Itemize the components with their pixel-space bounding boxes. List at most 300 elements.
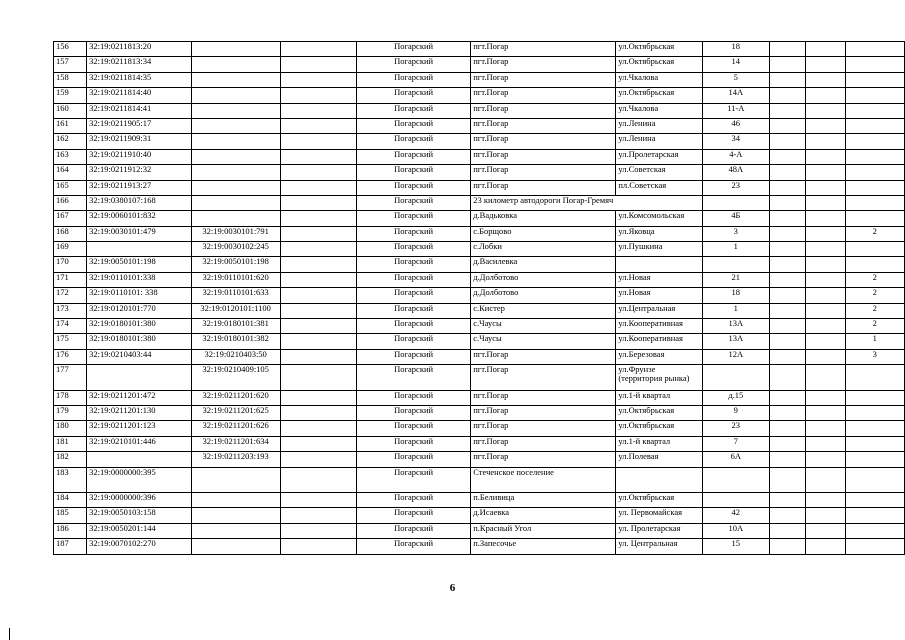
cell-cad: [87, 365, 191, 390]
cell-cad: 32:19:0211905:17: [87, 118, 191, 133]
cell-c4: [280, 103, 356, 118]
cell-cad: [87, 242, 191, 257]
cell-c9: [770, 303, 806, 318]
cell-c10: [806, 211, 845, 226]
cell-c9: [770, 180, 806, 195]
cell-n: 158: [54, 72, 87, 87]
cell-street: [616, 257, 702, 272]
cell-c9: [770, 242, 806, 257]
cell-c9: [770, 103, 806, 118]
cell-c9: [770, 421, 806, 436]
cell-house: 9: [702, 405, 770, 420]
cell-c4: [280, 211, 356, 226]
cell-cad2: 32:19:0211201:625: [191, 405, 280, 420]
cell-district: Погарский: [356, 72, 470, 87]
cell-n: 178: [54, 390, 87, 405]
cell-cad2: 32:19:0211201:626: [191, 421, 280, 436]
cell-cad: 32:19:0180101:380: [87, 319, 191, 334]
cell-settlement: пгт.Погар: [471, 365, 616, 390]
cell-settlement: пгт.Погар: [471, 72, 616, 87]
cell-c10: [806, 539, 845, 554]
cell-n: 180: [54, 421, 87, 436]
cell-cad: 32:19:0210403:44: [87, 349, 191, 364]
cell-street: ул.Фрунзе (территория рынка): [616, 365, 702, 390]
cell-district: Погарский: [356, 103, 470, 118]
cell-cad: 32:19:0211909:31: [87, 134, 191, 149]
cell-street: ул. Первомайская: [616, 508, 702, 523]
cell-cad: 32:19:0000000:396: [87, 492, 191, 507]
cell-street: ул.Чкалова: [616, 72, 702, 87]
cell-n: 164: [54, 165, 87, 180]
cell-cad2: [191, 134, 280, 149]
cell-c4: [280, 226, 356, 241]
cell-c9: [770, 390, 806, 405]
cell-c10: [806, 149, 845, 164]
cell-cad: 32:19:0211913:27: [87, 180, 191, 195]
cell-cad2: [191, 88, 280, 103]
cell-house: 13А: [702, 334, 770, 349]
table-row: [54, 195, 905, 210]
cell-n: 172: [54, 288, 87, 303]
cell-c11: 2: [845, 319, 904, 334]
cell-c9: [770, 88, 806, 103]
table-row: [54, 365, 905, 390]
cell-settlement: пгт.Погар: [471, 390, 616, 405]
cell-c11: [845, 165, 904, 180]
table-body: [54, 42, 905, 555]
cell-cad: [87, 452, 191, 467]
cell-cad2: 32:19:0211203:193: [191, 452, 280, 467]
cell-cad2: [191, 103, 280, 118]
cell-c11: [845, 436, 904, 451]
cell-street: ул.Октябрьская: [616, 492, 702, 507]
cell-n: 184: [54, 492, 87, 507]
cell-cad2: 32:19:0211201:620: [191, 390, 280, 405]
cell-settlement: пгт.Погар: [471, 405, 616, 420]
table-row: [54, 72, 905, 87]
cell-c11: [845, 118, 904, 133]
cell-district: Погарский: [356, 452, 470, 467]
cell-district: Погарский: [356, 334, 470, 349]
cell-settlement: пгт.Погар: [471, 103, 616, 118]
cell-n: 156: [54, 42, 87, 57]
cell-c4: [280, 421, 356, 436]
cell-street: ул.Березовая: [616, 349, 702, 364]
cell-c11: [845, 134, 904, 149]
cell-cad2: [191, 492, 280, 507]
cell-n: 179: [54, 405, 87, 420]
cell-n: 174: [54, 319, 87, 334]
cell-cad2: [191, 165, 280, 180]
cell-n: 171: [54, 272, 87, 287]
cell-cad2: 32:19:0120101:1100: [191, 303, 280, 318]
table-row: [54, 180, 905, 195]
cell-c4: [280, 523, 356, 538]
cell-district: Погарский: [356, 288, 470, 303]
cell-c4: [280, 539, 356, 554]
cell-settlement: с.Борщово: [471, 226, 616, 241]
cell-c9: [770, 211, 806, 226]
cell-district: Погарский: [356, 539, 470, 554]
cell-c10: [806, 195, 845, 210]
cell-house: 18: [702, 42, 770, 57]
cell-house: [702, 257, 770, 272]
cell-c11: 2: [845, 226, 904, 241]
cell-district: Погарский: [356, 195, 470, 210]
cell-cad: 32:19:0211814:40: [87, 88, 191, 103]
cell-c10: [806, 421, 845, 436]
cell-cad: 32:19:0110101:338: [87, 272, 191, 287]
cell-n: 167: [54, 211, 87, 226]
cell-c4: [280, 452, 356, 467]
cell-c10: [806, 452, 845, 467]
cell-cad: 32:19:0211814:35: [87, 72, 191, 87]
cell-street: ул.Октябрьская: [616, 42, 702, 57]
cell-settlement: п.Запесочье: [471, 539, 616, 554]
cell-street: ул.Октябрьская: [616, 88, 702, 103]
cell-c9: [770, 42, 806, 57]
cell-district: Погарский: [356, 134, 470, 149]
cell-c4: [280, 365, 356, 390]
cell-house: д.15: [702, 390, 770, 405]
cell-house: 1: [702, 303, 770, 318]
cell-house: 46: [702, 118, 770, 133]
cell-settlement: д.Исаевка: [471, 508, 616, 523]
cell-c10: [806, 118, 845, 133]
cell-n: 161: [54, 118, 87, 133]
cell-c11: [845, 492, 904, 507]
cell-n: 163: [54, 149, 87, 164]
cell-cad2: 32:19:0210403:50: [191, 349, 280, 364]
cell-settlement: д.Долботово: [471, 272, 616, 287]
cell-street: ул.Центральная: [616, 303, 702, 318]
cell-c9: [770, 288, 806, 303]
cell-cad2: 32:19:0110101:620: [191, 272, 280, 287]
cell-settlement: пгт.Погар: [471, 349, 616, 364]
cell-n: 186: [54, 523, 87, 538]
cell-cad: 32:19:0060101:832: [87, 211, 191, 226]
cell-district: Погарский: [356, 88, 470, 103]
cell-street: ул.1-й квартал: [616, 390, 702, 405]
table-row: [54, 319, 905, 334]
table-row: [54, 421, 905, 436]
cell-settlement: п.Красный Угол: [471, 523, 616, 538]
cell-house: 14: [702, 57, 770, 72]
cell-district: Погарский: [356, 390, 470, 405]
cell-house: [702, 195, 770, 210]
cell-c10: [806, 72, 845, 87]
cell-cad2: [191, 42, 280, 57]
cell-street: ул.Советская: [616, 165, 702, 180]
cell-cad2: [191, 118, 280, 133]
cell-c10: [806, 103, 845, 118]
cell-c4: [280, 195, 356, 210]
cell-c9: [770, 319, 806, 334]
cell-c10: [806, 134, 845, 149]
cell-c11: 2: [845, 272, 904, 287]
cell-c9: [770, 508, 806, 523]
cell-c4: [280, 272, 356, 287]
cell-c11: [845, 467, 904, 492]
table-row: [54, 149, 905, 164]
cell-c11: [845, 523, 904, 538]
table-row: [54, 57, 905, 72]
cell-c10: [806, 288, 845, 303]
cell-district: Погарский: [356, 436, 470, 451]
cell-c9: [770, 405, 806, 420]
cell-c10: [806, 257, 845, 272]
table-row: [54, 492, 905, 507]
cell-house: 12А: [702, 349, 770, 364]
cell-district: Погарский: [356, 42, 470, 57]
cell-c11: [845, 257, 904, 272]
cell-street: [616, 467, 702, 492]
cell-house: 18: [702, 288, 770, 303]
cell-settlement: 23 километр автодороги Погар-Гремяч: [471, 195, 616, 210]
cell-c10: [806, 319, 845, 334]
cell-house: [702, 492, 770, 507]
cell-c11: 3: [845, 349, 904, 364]
cell-c4: [280, 88, 356, 103]
cell-street: [616, 195, 702, 210]
cell-c4: [280, 149, 356, 164]
cell-n: 183: [54, 467, 87, 492]
cell-n: 182: [54, 452, 87, 467]
cell-house: 4Б: [702, 211, 770, 226]
cell-district: Погарский: [356, 242, 470, 257]
cell-cad: 32:19:0211813:20: [87, 42, 191, 57]
cell-c11: [845, 539, 904, 554]
cell-settlement: пгт.Погар: [471, 42, 616, 57]
cell-cad: 32:19:0110101: 338: [87, 288, 191, 303]
cell-street: ул.Кооперативная: [616, 319, 702, 334]
cell-c11: 2: [845, 288, 904, 303]
cell-c10: [806, 349, 845, 364]
cell-c10: [806, 492, 845, 507]
cell-c4: [280, 57, 356, 72]
cell-street: ул.1-й квартал: [616, 436, 702, 451]
table-row: [54, 452, 905, 467]
cell-cad2: 32:19:0110101:633: [191, 288, 280, 303]
cell-c4: [280, 72, 356, 87]
cell-cad2: 32:19:0211201:634: [191, 436, 280, 451]
cell-c9: [770, 149, 806, 164]
table-row: [54, 134, 905, 149]
cell-c10: [806, 523, 845, 538]
cell-settlement: пгт.Погар: [471, 134, 616, 149]
table-row: [54, 88, 905, 103]
cell-settlement: пгт.Погар: [471, 165, 616, 180]
cell-house: 23: [702, 421, 770, 436]
table-row: [54, 42, 905, 57]
cell-c4: [280, 405, 356, 420]
cell-cad: 32:19:0180101:380: [87, 334, 191, 349]
cell-house: 14А: [702, 88, 770, 103]
cell-c9: [770, 467, 806, 492]
cell-house: 23: [702, 180, 770, 195]
table-row: [54, 226, 905, 241]
cell-settlement: д.Вадьковка: [471, 211, 616, 226]
cell-c4: [280, 180, 356, 195]
cell-district: Погарский: [356, 365, 470, 390]
cell-c9: [770, 539, 806, 554]
cell-n: 159: [54, 88, 87, 103]
cell-street: ул.Чкалова: [616, 103, 702, 118]
cell-street: ул.Яковца: [616, 226, 702, 241]
cell-cad2: [191, 467, 280, 492]
table-row: [54, 349, 905, 364]
cell-house: 15: [702, 539, 770, 554]
cell-c11: 2: [845, 303, 904, 318]
cell-c9: [770, 72, 806, 87]
cell-c4: [280, 334, 356, 349]
cell-c4: [280, 319, 356, 334]
table-row: [54, 272, 905, 287]
cell-house: 21: [702, 272, 770, 287]
cell-street: ул. Пролетарская: [616, 523, 702, 538]
table-row: [54, 436, 905, 451]
cell-street: ул.Октябрьская: [616, 421, 702, 436]
table-row: [54, 103, 905, 118]
cell-c9: [770, 57, 806, 72]
cell-street: ул. Центральная: [616, 539, 702, 554]
cell-c4: [280, 467, 356, 492]
cell-district: Погарский: [356, 57, 470, 72]
cell-c9: [770, 272, 806, 287]
cell-cad: 32:19:0380107:168: [87, 195, 191, 210]
cell-c10: [806, 365, 845, 390]
cell-settlement: пгт.Погар: [471, 421, 616, 436]
cell-c10: [806, 226, 845, 241]
cell-settlement: д.Василевка: [471, 257, 616, 272]
cell-cad: 32:19:0211912:32: [87, 165, 191, 180]
cell-house: 6А: [702, 452, 770, 467]
cell-cad2: 32:19:0210409:105: [191, 365, 280, 390]
cell-c11: [845, 390, 904, 405]
cell-district: Погарский: [356, 211, 470, 226]
cell-street: ул.Октябрьская: [616, 57, 702, 72]
table-row: [54, 303, 905, 318]
cell-district: Погарский: [356, 180, 470, 195]
cell-settlement: п.Беливица: [471, 492, 616, 507]
cell-cad2: 32:19:0050101:198: [191, 257, 280, 272]
table-row: [54, 523, 905, 538]
table-row: [54, 211, 905, 226]
cell-c10: [806, 88, 845, 103]
cell-cad2: [191, 539, 280, 554]
cell-settlement: пгт.Погар: [471, 57, 616, 72]
cell-c10: [806, 405, 845, 420]
cell-cad2: [191, 72, 280, 87]
cell-cad2: [191, 149, 280, 164]
cell-street: ул.Пушкина: [616, 242, 702, 257]
table-row: [54, 539, 905, 554]
cell-district: Погарский: [356, 492, 470, 507]
cell-c10: [806, 303, 845, 318]
cell-c11: 1: [845, 334, 904, 349]
cell-house: [702, 365, 770, 390]
table-row: [54, 118, 905, 133]
cell-district: Погарский: [356, 508, 470, 523]
cell-n: 175: [54, 334, 87, 349]
cell-c4: [280, 508, 356, 523]
cell-c11: [845, 72, 904, 87]
cell-n: 169: [54, 242, 87, 257]
cell-cad: 32:19:0070102:270: [87, 539, 191, 554]
cell-cad: 32:19:0050103:158: [87, 508, 191, 523]
cell-c11: [845, 421, 904, 436]
cell-house: 42: [702, 508, 770, 523]
cell-c9: [770, 523, 806, 538]
cell-c9: [770, 334, 806, 349]
cell-district: Погарский: [356, 523, 470, 538]
cell-c11: [845, 452, 904, 467]
cell-cad: 32:19:0050201:144: [87, 523, 191, 538]
cell-cad: 32:19:0030101:479: [87, 226, 191, 241]
cell-n: 166: [54, 195, 87, 210]
cell-c4: [280, 390, 356, 405]
cell-c4: [280, 134, 356, 149]
cell-street: ул.Ленина: [616, 134, 702, 149]
cell-c11: [845, 211, 904, 226]
cell-cad: 32:19:0211201:123: [87, 421, 191, 436]
cell-cad: 32:19:0120101:770: [87, 303, 191, 318]
table-row: [54, 242, 905, 257]
cell-house: 5: [702, 72, 770, 87]
cell-c4: [280, 257, 356, 272]
cell-street: ул.Полевая: [616, 452, 702, 467]
cell-n: 165: [54, 180, 87, 195]
cell-settlement: пгт.Погар: [471, 88, 616, 103]
cell-c4: [280, 436, 356, 451]
table-row: [54, 405, 905, 420]
cell-c10: [806, 57, 845, 72]
cell-c9: [770, 492, 806, 507]
cell-street: ул.Кооперативная: [616, 334, 702, 349]
cell-district: Погарский: [356, 118, 470, 133]
table-row: [54, 467, 905, 492]
cell-c11: [845, 365, 904, 390]
cell-c11: [845, 103, 904, 118]
cell-cad: 32:19:0211813:34: [87, 57, 191, 72]
cell-n: 157: [54, 57, 87, 72]
cell-house: 10А: [702, 523, 770, 538]
cell-c4: [280, 242, 356, 257]
cell-c11: [845, 42, 904, 57]
cell-cad: 32:19:0050101:198: [87, 257, 191, 272]
cell-street: ул.Комсомольская: [616, 211, 702, 226]
cell-cad2: [191, 57, 280, 72]
cell-house: 7: [702, 436, 770, 451]
cell-n: 160: [54, 103, 87, 118]
cell-c4: [280, 165, 356, 180]
cell-street: ул.Новая: [616, 288, 702, 303]
cell-c4: [280, 492, 356, 507]
cell-c11: [845, 149, 904, 164]
cell-n: 187: [54, 539, 87, 554]
cell-c10: [806, 436, 845, 451]
cell-n: 181: [54, 436, 87, 451]
cell-street: ул.Ленина: [616, 118, 702, 133]
scan-edge-mark: [9, 628, 10, 640]
cell-house: 34: [702, 134, 770, 149]
cell-c11: [845, 405, 904, 420]
cell-c4: [280, 118, 356, 133]
cell-c10: [806, 508, 845, 523]
cell-n: 173: [54, 303, 87, 318]
cell-c9: [770, 349, 806, 364]
cell-street: ул.Новая: [616, 272, 702, 287]
